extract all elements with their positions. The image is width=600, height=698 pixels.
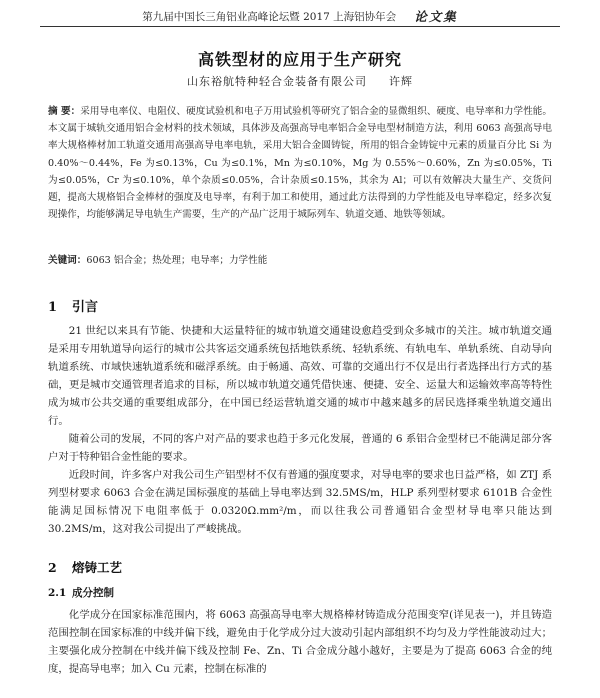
conference-name: 第九届中国长三角铝业高峰论坛暨 2017 上海铝协年会: [142, 10, 397, 23]
subsection-title: 成分控制: [72, 587, 114, 599]
section-title: 熔铸工艺: [72, 560, 123, 575]
keywords-block: [48, 252, 552, 266]
section-heading-2: [48, 558, 122, 576]
section-title: 引言: [72, 300, 99, 315]
keywords-text: 6063 铝合金；热处理；电导率；力学性能: [86, 255, 268, 266]
paragraph-intro-3: 近段时间，许多客户对我公司生产铝型材不仅有普通的强度要求，对导电率的要求也日益严格，如 ZTJ 系列型材要求 6063 合金在满足国标强度的基础上导电率达到 32.5MS/m，HLP 系列型材要求 6101B 合金性能满足国标情况下电阻率低于 0.0320Ω.mm²/m，而以往我公司普通铝合金型材导电率只能达到 30.2MS/m，这对我公司提出了严峻挑战。: [48, 469, 552, 535]
abstract-label: 摘 要：: [48, 106, 81, 117]
author-name: 许辉: [389, 75, 413, 88]
subsection-number: 2.1: [48, 587, 67, 599]
abstract-text: 采用导电率仪、电阻仪、硬度试验机和电子万用试验机等研究了铝合金的显微组织、硬度、电导率和力学性能。本文属于城轨交通用铝合金材料的技术领域，具体涉及高强高导电率铝合金导电型材制造方法，利用 6063 高强高导电率大规格棒材加工轨道交通用高强高导电率电轨，采用大铝合金圆铸锭，所用的铝合金铸锭中元素的质量百分比 Si 为 0.40%～0.44%，Fe 为≤0.13%，Cu 为≤0.1%，Mn 为≤0.10%，Mg 为 0.55%～0.60%，Zn 为≤0.05%，Ti 为≤0.05%，Cr 为≤0.10%，单个杂质≤0.05%，合计杂质≤0.15%，其余为 Al；可以有效解决大量生产、交货问题，提高大规格铝合金棒材的强度及电导率，有利于加工和使用，通过此方法得到的力学性能及电导率稳定，经多次复现操作，均能够满足导电轨生产需要，生产的产品广泛用于城际列车、轨道交通、地铁等领域。: [48, 106, 553, 221]
running-header: [40, 6, 560, 27]
paragraph-intro-2: 随着公司的发展，不同的客户对产品的要求也趋于多元化发展，普通的 6 系铝合金型材已不能满足部分客户对于特种铝合金性能的要求。: [48, 433, 552, 463]
paper-title: 高铁型材的应用于生产研究: [197, 50, 402, 69]
abstract-block: [48, 103, 552, 223]
paragraph-composition: 化学成分在国家标准范围内，将 6063 高强高导电率大规格棒材铸造成分范围变窄(详见表一)，并且铸造范围控制在国家标准的中线并偏下线，避免由于化学成分过大波动引起内部组织不均匀及力学性能波动过大；主要强化成分控制在中线并偏下线及控制 Fe、Zn、Ti 合金成分越小越好，主要是为了提高 6063 合金的纯度，提高导电率；加入 Cu 元素，控制在标准的: [48, 609, 552, 675]
section-number: 2: [48, 560, 57, 575]
organization: 山东裕航特种轻合金装备有限公司: [187, 75, 367, 88]
section-number: 1: [48, 300, 58, 315]
proceedings-tag: 论文集: [414, 9, 458, 24]
paragraph-intro-1: 21 世纪以来具有节能、快捷和大运量特征的城市轨道交通建设愈趋受到众多城市的关注。城市轨道交通是采用专用轨道导向运行的城市公共客运交通系统包括地铁系统、轻轨系统、有轨电车、单轨系统、自动导向轨道系统、市域快速轨道系统和磁浮系统。由于畅通、高效、可靠的交通出行不仅是出行者选择出行方式的基础，更是城市交通管理者追求的目标，所以城市轨道交通凭借快速、便捷、安全、运量大和运输效率高等特性成为城市公共交通的重要组成部分，在中国已经运营轨道交通的城市中越来越多的居民选择乘坐轨道交通出行。: [48, 325, 552, 427]
section-heading-1: [48, 296, 98, 315]
subsection-heading-2-1: [48, 585, 114, 600]
keywords-label: 关键词：: [48, 255, 87, 266]
affiliation-line: [0, 73, 600, 89]
